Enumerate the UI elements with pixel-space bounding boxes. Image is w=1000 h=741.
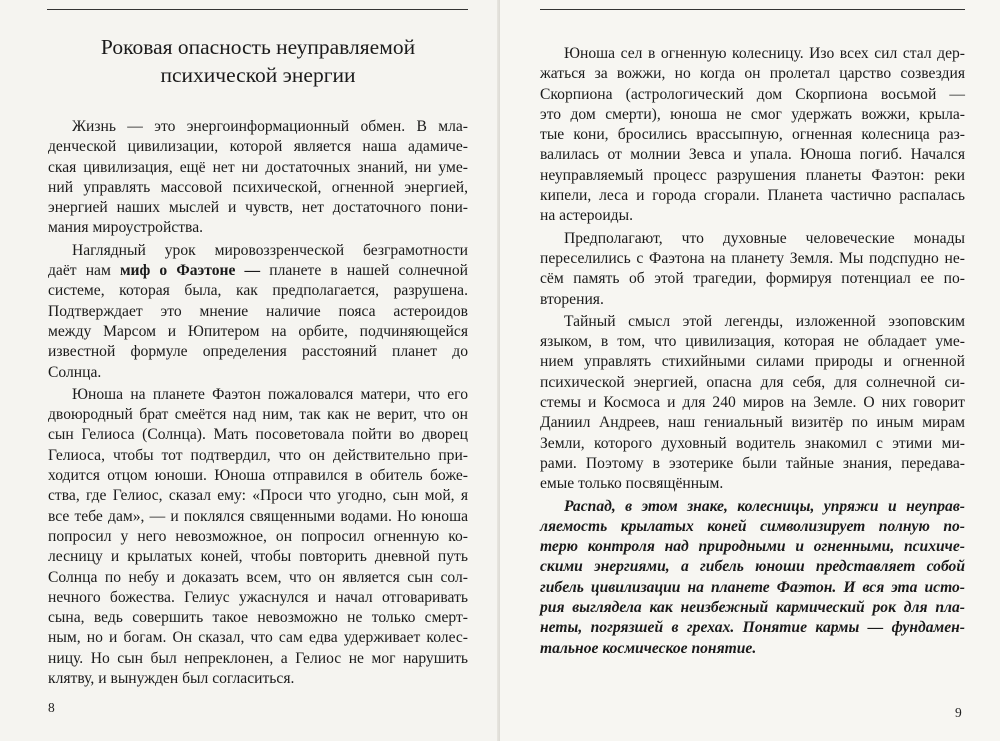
page-number: 9 xyxy=(955,705,962,720)
text-line: Наглядный урок мировоззренческой безграмотности xyxy=(72,241,468,259)
text-line: известной формуле определения расстояний планет до xyxy=(48,343,468,361)
text-line: нечного божества. Гелиус ужаснулся и начал отговаривать xyxy=(48,588,468,606)
text-line: вторения. xyxy=(540,290,604,308)
bold-phrase: миф о Фаэтоне — xyxy=(119,262,261,280)
text-line: между Марсом и Юпитером на орбите, подчиняющейся xyxy=(48,322,468,340)
text-line: ницу. Но сын был непреклонен, а Гелиос не мог нарушить xyxy=(48,649,468,667)
left-body-text xyxy=(48,117,468,689)
text-line: сына, ведь совершить такое невозможно не только смерт- xyxy=(48,609,468,627)
text-line: Солнца. xyxy=(48,363,102,381)
text-line: неуправляемый процесс разрушения планеты Фаэтон: реки xyxy=(540,166,965,184)
text-run: ляемость крылатых коней xyxy=(540,517,761,535)
text-line: ства, где Гелиос, сказал ему: «Проси что угодно, сын мой, я xyxy=(48,487,468,505)
text-line: клятву, и вынужден был согласиться. xyxy=(48,670,295,688)
text-line: валилась от молнии Зевса и упала. Юноша погиб. Начался xyxy=(540,146,965,164)
text-line: рами. Поэтому в эзотерике были тайные знания, передава- xyxy=(540,454,965,472)
text-line: сём память об этой трагедии, формируя потенциал ее по- xyxy=(540,270,965,288)
text-line: Юноша сел в огненную колесницу. Изо всех сил стал дер- xyxy=(564,45,965,62)
text-run: символизирует xyxy=(760,517,866,535)
text-line: Скорпиона (астрологический дом Скорпиона восьмой — xyxy=(540,85,965,103)
text-line: тальное космическое понятие. xyxy=(540,639,757,657)
text-line: системе, которая была, как предполагается, разрушена. xyxy=(48,282,468,300)
text-line: языком, в том, что цивилизация, которая не обладает уме- xyxy=(540,333,965,351)
text-line: ний управлять массовой психической, огненной энергией, xyxy=(48,178,468,196)
text-line: ская цивилизация, ещё нет ни достаточных знаний, ни уме- xyxy=(48,158,468,176)
text-line: Даниил Андреев, наш гениальный визитёр по иным мирам xyxy=(540,414,965,432)
text-line: мания мироустройства. xyxy=(48,219,204,237)
text-line: кипели, леса и города сгорали. Планета частично распалась xyxy=(540,187,965,205)
text-line xyxy=(48,261,468,281)
text-line: сын Гелиоса (Солнца). Мать посоветовала пойти во дворец xyxy=(48,426,468,444)
text-line: Юноша на планете Фаэтон пожаловался матери, что его xyxy=(72,385,468,403)
text-run: планете в нашей солнечной xyxy=(260,262,468,280)
page-number: 8 xyxy=(48,700,55,715)
text-line: нием управлять стихийными силами природы и огненной xyxy=(540,353,965,371)
text-line: попросил у него невозможное, он попросил огненную ко- xyxy=(48,527,468,545)
text-run: полную по- xyxy=(865,517,965,535)
text-line: стемы и Космоса и для 240 миров на Земле. О них говорит xyxy=(540,394,965,412)
text-line: терю контроля над природными и огненными, психиче- xyxy=(540,538,965,556)
text-run: даёт нам xyxy=(48,262,120,280)
chapter-title xyxy=(48,33,468,89)
text-line: Солнца по небу и доказать всем, что он является сын сол- xyxy=(48,568,468,586)
text-line: ходится отцом юноши. Юноша отправился в обитель боже- xyxy=(48,467,468,485)
text-line: Распад, в этом знаке, колесницы, упряжи и неуправ- xyxy=(564,497,965,515)
text-line: тые кони, бросились врассыпную, огненная колесница раз- xyxy=(540,126,965,144)
chapter-title-line: Роковая опасность неуправляемой xyxy=(100,35,416,59)
text-line: Жизнь — это энергоинформационный обмен. В мла- xyxy=(72,118,468,135)
text-line: жаться за вожжи, но когда он пролетал царство созвездия xyxy=(540,65,965,83)
text-line: гибель цивилизации на планете Фаэтон. И вся эта исто- xyxy=(540,578,965,596)
right-body-text xyxy=(540,44,965,659)
text-line: Гелиоса, чтобы тот подтвердил, что он действительно при- xyxy=(48,446,468,464)
text-line: энергией наших мыслей и чувств, нет достаточного пони- xyxy=(48,199,468,217)
text-line: денческой цивилизации, которой является наша адамиче- xyxy=(48,138,468,156)
text-line xyxy=(540,517,965,537)
text-line: рия выглядела как неизбежный кармический рок для пла- xyxy=(540,599,965,617)
text-line: психической энергией, опасна для себя, для солнечной си- xyxy=(540,373,965,391)
text-line: переселились с Фаэтона на планету Земля. Мы подспудно не- xyxy=(540,249,965,267)
text-line: ным, но и богам. Он сказал, что сам едва удерживает колес- xyxy=(48,629,468,647)
chapter-title-line: психической энергии xyxy=(160,63,356,87)
text-line: все тебе дам», — и поклялся священными водами. Но юноша xyxy=(48,507,468,525)
top-rule xyxy=(540,9,965,10)
text-line: это дом смерти), юноша не смог удержать вожжи, крыла- xyxy=(540,105,965,123)
top-rule xyxy=(47,9,468,10)
text-line: неты, погрязшей в грехах. Понятие кармы — фундамен- xyxy=(540,619,965,637)
text-line: Земли, которого духовный водитель знакомил с этими ми- xyxy=(540,434,965,452)
text-line: на астероиды. xyxy=(540,207,633,225)
text-line: лесницу и крылатых коней, чтобы повторить дневной путь xyxy=(48,548,468,566)
text-line: Подтверждает это мнение наличие пояса астероидов xyxy=(48,302,468,320)
right-page xyxy=(500,0,1000,741)
text-line: емые только посвящённым. xyxy=(540,475,724,493)
text-line: двоюродный брат смеётся над ним, так как не верит, что он xyxy=(48,406,468,424)
text-line: скими энергиями, а гибель юноши представляет собой xyxy=(540,558,965,576)
text-line: Тайный смысл этой легенды, изложенной эзоповским xyxy=(564,312,965,330)
text-line: Предполагают, что духовные человеческие монады xyxy=(564,229,965,247)
